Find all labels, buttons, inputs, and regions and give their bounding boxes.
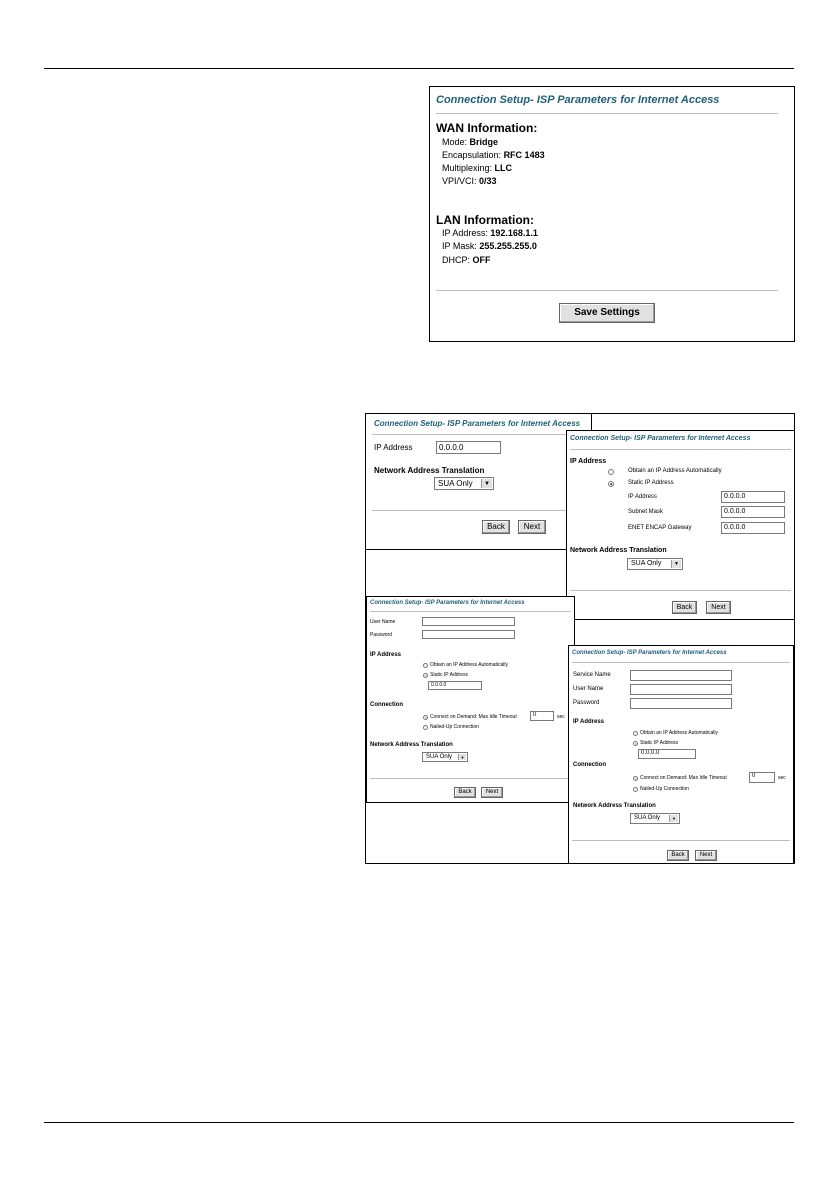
back-button[interactable]: Back bbox=[672, 601, 697, 614]
nat-select[interactable] bbox=[422, 752, 468, 762]
footer-rule bbox=[44, 1122, 794, 1123]
static-ip-radio[interactable] bbox=[608, 481, 614, 487]
pppoe-login-panel bbox=[568, 645, 794, 864]
obtain-ip-label: Obtain an IP Address Automatically bbox=[640, 730, 719, 736]
lan-ip-value: 192.168.1.1 bbox=[490, 228, 538, 238]
ip-address-label: IP Address bbox=[628, 494, 657, 500]
dropdown-arrow-icon[interactable]: ▼ bbox=[481, 479, 492, 488]
title-divider bbox=[570, 449, 791, 450]
vpi-label: VPI/VCI: bbox=[442, 176, 477, 186]
connection-heading: Connection bbox=[573, 762, 606, 768]
dhcp-value: OFF bbox=[472, 255, 491, 265]
nat-select-value: SUA Only bbox=[634, 815, 661, 821]
password-input[interactable] bbox=[422, 630, 515, 639]
panel-title: Connection Setup- ISP Parameters for Internet Access bbox=[370, 600, 525, 606]
lan-ip-label: IP Address: bbox=[442, 228, 488, 238]
sec-label: sec bbox=[778, 775, 786, 781]
mux-label: Multiplexing: bbox=[442, 163, 493, 173]
ip-address-label: IP Address bbox=[374, 443, 413, 452]
panel-title: Connection Setup- ISP Parameters for Internet Access bbox=[374, 419, 581, 428]
panel-title: Connection Setup- ISP Parameters for Internet Access bbox=[572, 650, 727, 656]
obtain-ip-label: Obtain an IP Address Automatically bbox=[628, 468, 722, 474]
bottom-divider bbox=[370, 778, 571, 779]
nat-select[interactable] bbox=[434, 477, 494, 490]
nat-select[interactable] bbox=[627, 558, 683, 570]
user-name-input[interactable] bbox=[422, 617, 515, 626]
panel-title: Connection Setup- ISP Parameters for Internet Access bbox=[436, 94, 720, 106]
ip-address-input[interactable]: 0.0.0.0 bbox=[721, 491, 785, 503]
idle-timeout-input[interactable]: 0 bbox=[749, 772, 775, 783]
nat-select-value: SUA Only bbox=[631, 560, 662, 567]
dhcp-row bbox=[442, 255, 491, 265]
gateway-label: ENET ENCAP Gateway bbox=[628, 525, 692, 531]
nat-heading: Network Address Translation bbox=[370, 742, 453, 748]
obtain-ip-radio[interactable] bbox=[608, 469, 614, 475]
title-divider bbox=[372, 434, 587, 435]
static-ip-input[interactable]: 0.0.0.0 bbox=[428, 681, 482, 690]
ip-address-input[interactable]: 0.0.0.0 bbox=[436, 441, 501, 454]
ip-address-heading: IP Address bbox=[570, 458, 607, 465]
static-ip-gateway-panel bbox=[566, 430, 795, 620]
bottom-divider bbox=[572, 840, 790, 841]
back-button[interactable]: Back bbox=[667, 850, 689, 861]
nat-heading: Network Address Translation bbox=[573, 803, 656, 809]
user-name-label: User Name bbox=[573, 686, 604, 692]
nat-select[interactable] bbox=[630, 813, 680, 824]
bottom-divider bbox=[372, 510, 587, 511]
lan-heading: LAN Information: bbox=[436, 213, 534, 227]
nailed-up-radio[interactable] bbox=[633, 787, 638, 792]
subnet-mask-input[interactable]: 0.0.0.0 bbox=[721, 506, 785, 518]
encap-label: Encapsulation: bbox=[442, 150, 502, 160]
static-ip-radio[interactable] bbox=[423, 673, 428, 678]
gateway-input[interactable]: 0.0.0.0 bbox=[721, 522, 785, 534]
service-name-input[interactable] bbox=[630, 670, 732, 681]
save-settings-button[interactable]: Save Settings bbox=[559, 303, 655, 323]
nat-heading: Network Address Translation bbox=[374, 466, 485, 475]
back-button[interactable]: Back bbox=[454, 787, 476, 798]
static-ip-label: Static IP Address bbox=[640, 740, 678, 746]
encap-value: RFC 1483 bbox=[503, 150, 545, 160]
mux-value: LLC bbox=[494, 163, 513, 173]
sec-label: sec bbox=[557, 714, 565, 720]
header-rule bbox=[44, 68, 794, 69]
password-label: Password bbox=[370, 632, 392, 638]
mode-value: Bridge bbox=[469, 137, 499, 147]
nat-select-value: SUA Only bbox=[426, 754, 453, 760]
connect-on-demand-radio[interactable] bbox=[633, 776, 638, 781]
service-name-label: Service Name bbox=[573, 672, 611, 678]
nat-heading: Network Address Translation bbox=[570, 547, 667, 554]
idle-timeout-input[interactable]: 0 bbox=[530, 711, 554, 721]
title-divider bbox=[572, 662, 790, 663]
password-label: Password bbox=[573, 700, 600, 706]
back-button[interactable]: Back bbox=[482, 520, 510, 534]
user-name-label: User Name bbox=[370, 619, 396, 625]
lan-mask-value: 255.255.255.0 bbox=[479, 241, 537, 251]
nailed-up-label: Nailed-Up Connection bbox=[430, 724, 479, 730]
nailed-up-label: Nailed-Up Connection bbox=[640, 786, 689, 792]
wan-heading: WAN Information: bbox=[436, 121, 538, 135]
dropdown-arrow-icon[interactable]: ▼ bbox=[671, 560, 681, 568]
ip-address-heading: IP Address bbox=[370, 652, 402, 658]
next-button[interactable]: Next bbox=[518, 520, 546, 534]
summary-panel bbox=[429, 86, 795, 342]
ppp-login-panel bbox=[366, 596, 575, 803]
title-divider bbox=[436, 113, 778, 114]
panel-title: Connection Setup- ISP Parameters for Internet Access bbox=[570, 435, 751, 442]
lan-ip-row bbox=[442, 228, 538, 238]
connect-on-demand-label: Connect on Demand: Max Idle Timeout bbox=[640, 775, 727, 781]
password-input[interactable] bbox=[630, 698, 732, 709]
static-ip-label: Static IP Address bbox=[628, 480, 674, 486]
dropdown-arrow-icon[interactable]: ▼ bbox=[669, 815, 678, 822]
static-ip-input[interactable]: 0.0.0.0 bbox=[638, 749, 696, 759]
connection-heading: Connection bbox=[370, 702, 403, 708]
lan-mask-row bbox=[442, 241, 537, 251]
obtain-ip-radio[interactable] bbox=[633, 731, 638, 736]
static-ip-panel bbox=[365, 413, 592, 550]
static-ip-radio[interactable] bbox=[633, 741, 638, 746]
lan-mask-label: IP Mask: bbox=[442, 241, 477, 251]
nat-select-value: SUA Only bbox=[438, 479, 473, 488]
obtain-ip-radio[interactable] bbox=[423, 663, 428, 668]
connect-on-demand-radio[interactable] bbox=[423, 715, 428, 720]
subnet-mask-label: Subnet Mask bbox=[628, 509, 664, 515]
bottom-divider bbox=[570, 590, 791, 591]
ip-address-heading: IP Address bbox=[573, 719, 605, 725]
mux-row bbox=[442, 163, 512, 173]
next-button[interactable]: Next bbox=[695, 850, 717, 861]
user-name-input[interactable] bbox=[630, 684, 732, 695]
next-button[interactable]: Next bbox=[706, 601, 731, 614]
vpi-row bbox=[442, 176, 497, 186]
connect-on-demand-label: Connect on Demand: Max Idle Timeout bbox=[430, 714, 517, 720]
mode-label: Mode: bbox=[442, 137, 468, 147]
next-button[interactable]: Next bbox=[481, 787, 503, 798]
vpi-value: 0/33 bbox=[479, 176, 497, 186]
mode-row bbox=[442, 137, 498, 147]
dropdown-arrow-icon[interactable]: ▼ bbox=[458, 754, 466, 760]
obtain-ip-label: Obtain an IP Address Automatically bbox=[430, 662, 509, 668]
bottom-divider bbox=[436, 290, 778, 291]
dhcp-label: DHCP: bbox=[442, 255, 471, 265]
static-ip-label: Static IP Address bbox=[430, 672, 468, 678]
encap-row bbox=[442, 150, 545, 160]
title-divider bbox=[370, 611, 571, 612]
nailed-up-radio[interactable] bbox=[423, 725, 428, 730]
